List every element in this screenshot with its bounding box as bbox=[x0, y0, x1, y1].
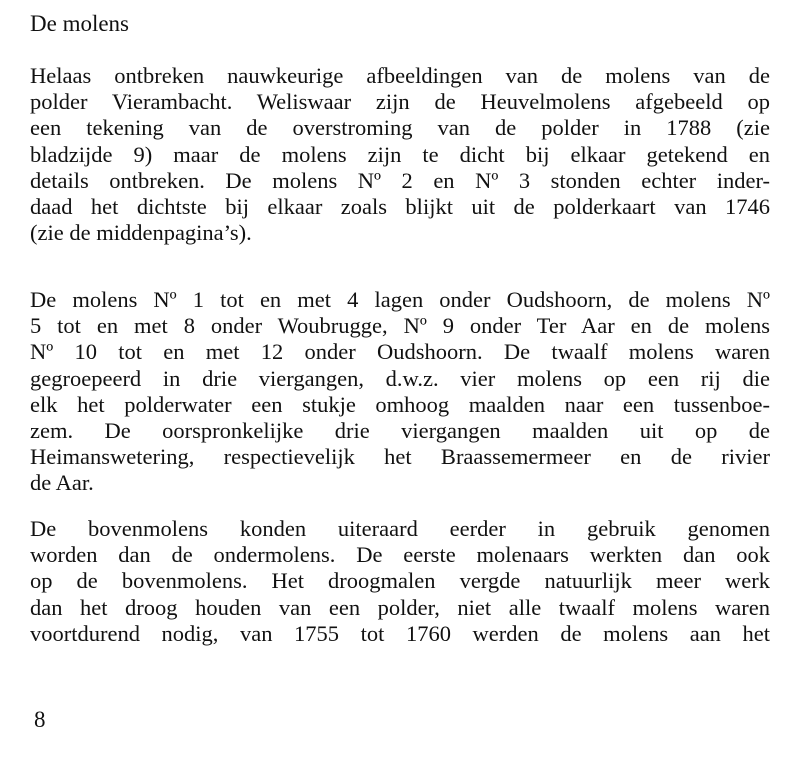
paragraph-line: elk het polderwater een stukje omhoog maalden naar een tussenboe- bbox=[30, 391, 770, 417]
paragraph-3 bbox=[30, 516, 770, 647]
section-title: De molens bbox=[30, 11, 130, 36]
paragraph-line: op de bovenmolens. Het droogmalen vergde natuurlijk meer werk bbox=[30, 568, 770, 594]
paragraph-line: polder Vierambacht. Weliswaar zijn de Heuvelmolens afgebeeld op bbox=[30, 89, 770, 115]
paragraph-line: De molens Nº 1 tot en met 4 lagen onder Oudshoorn, de molens Nº bbox=[30, 287, 770, 312]
paragraph-1 bbox=[30, 63, 770, 246]
paragraph-2 bbox=[30, 287, 770, 497]
paragraph-line: Heimanswetering, respectievelijk het Braassemermeer en de rivier bbox=[30, 444, 770, 470]
paragraph-line: (zie de middenpagina’s). bbox=[30, 220, 252, 246]
page-number: 8 bbox=[34, 707, 46, 732]
paragraph-line: daad het dichtste bij elkaar zoals blijkt uit de polderkaart van 1746 bbox=[30, 193, 770, 219]
paragraph-line: De bovenmolens konden uiteraard eerder in gebruik genomen bbox=[30, 516, 770, 541]
paragraph-line: 5 tot en met 8 onder Woubrugge, Nº 9 onder Ter Aar en de molens bbox=[30, 313, 770, 339]
paragraph-line: een tekening van de overstroming van de polder in 1788 (zie bbox=[30, 115, 770, 141]
paragraph-line: worden dan de ondermolens. De eerste molenaars werkten dan ook bbox=[30, 542, 770, 568]
paragraph-line: de Aar. bbox=[30, 470, 94, 496]
paragraph-line: bladzijde 9) maar de molens zijn te dicht bij elkaar getekend en bbox=[30, 141, 770, 167]
paragraph-line: zem. De oorspronkelijke drie viergangen maalden uit op de bbox=[30, 417, 770, 443]
paragraph-line: Helaas ontbreken nauwkeurige afbeeldingen van de molens van de bbox=[30, 63, 770, 88]
paragraph-line: details ontbreken. De molens Nº 2 en Nº 3 stonden echter inder- bbox=[30, 167, 770, 193]
paragraph-line: voortdurend nodig, van 1755 tot 1760 werden de molens aan het bbox=[30, 620, 770, 646]
paragraph-line: gegroepeerd in drie viergangen, d.w.z. vier molens op een rij die bbox=[30, 365, 770, 391]
paragraph-line: dan het droog houden van een polder, niet alle twaalf molens waren bbox=[30, 594, 770, 620]
paragraph-line: Nº 10 tot en met 12 onder Oudshoorn. De twaalf molens waren bbox=[30, 339, 770, 365]
